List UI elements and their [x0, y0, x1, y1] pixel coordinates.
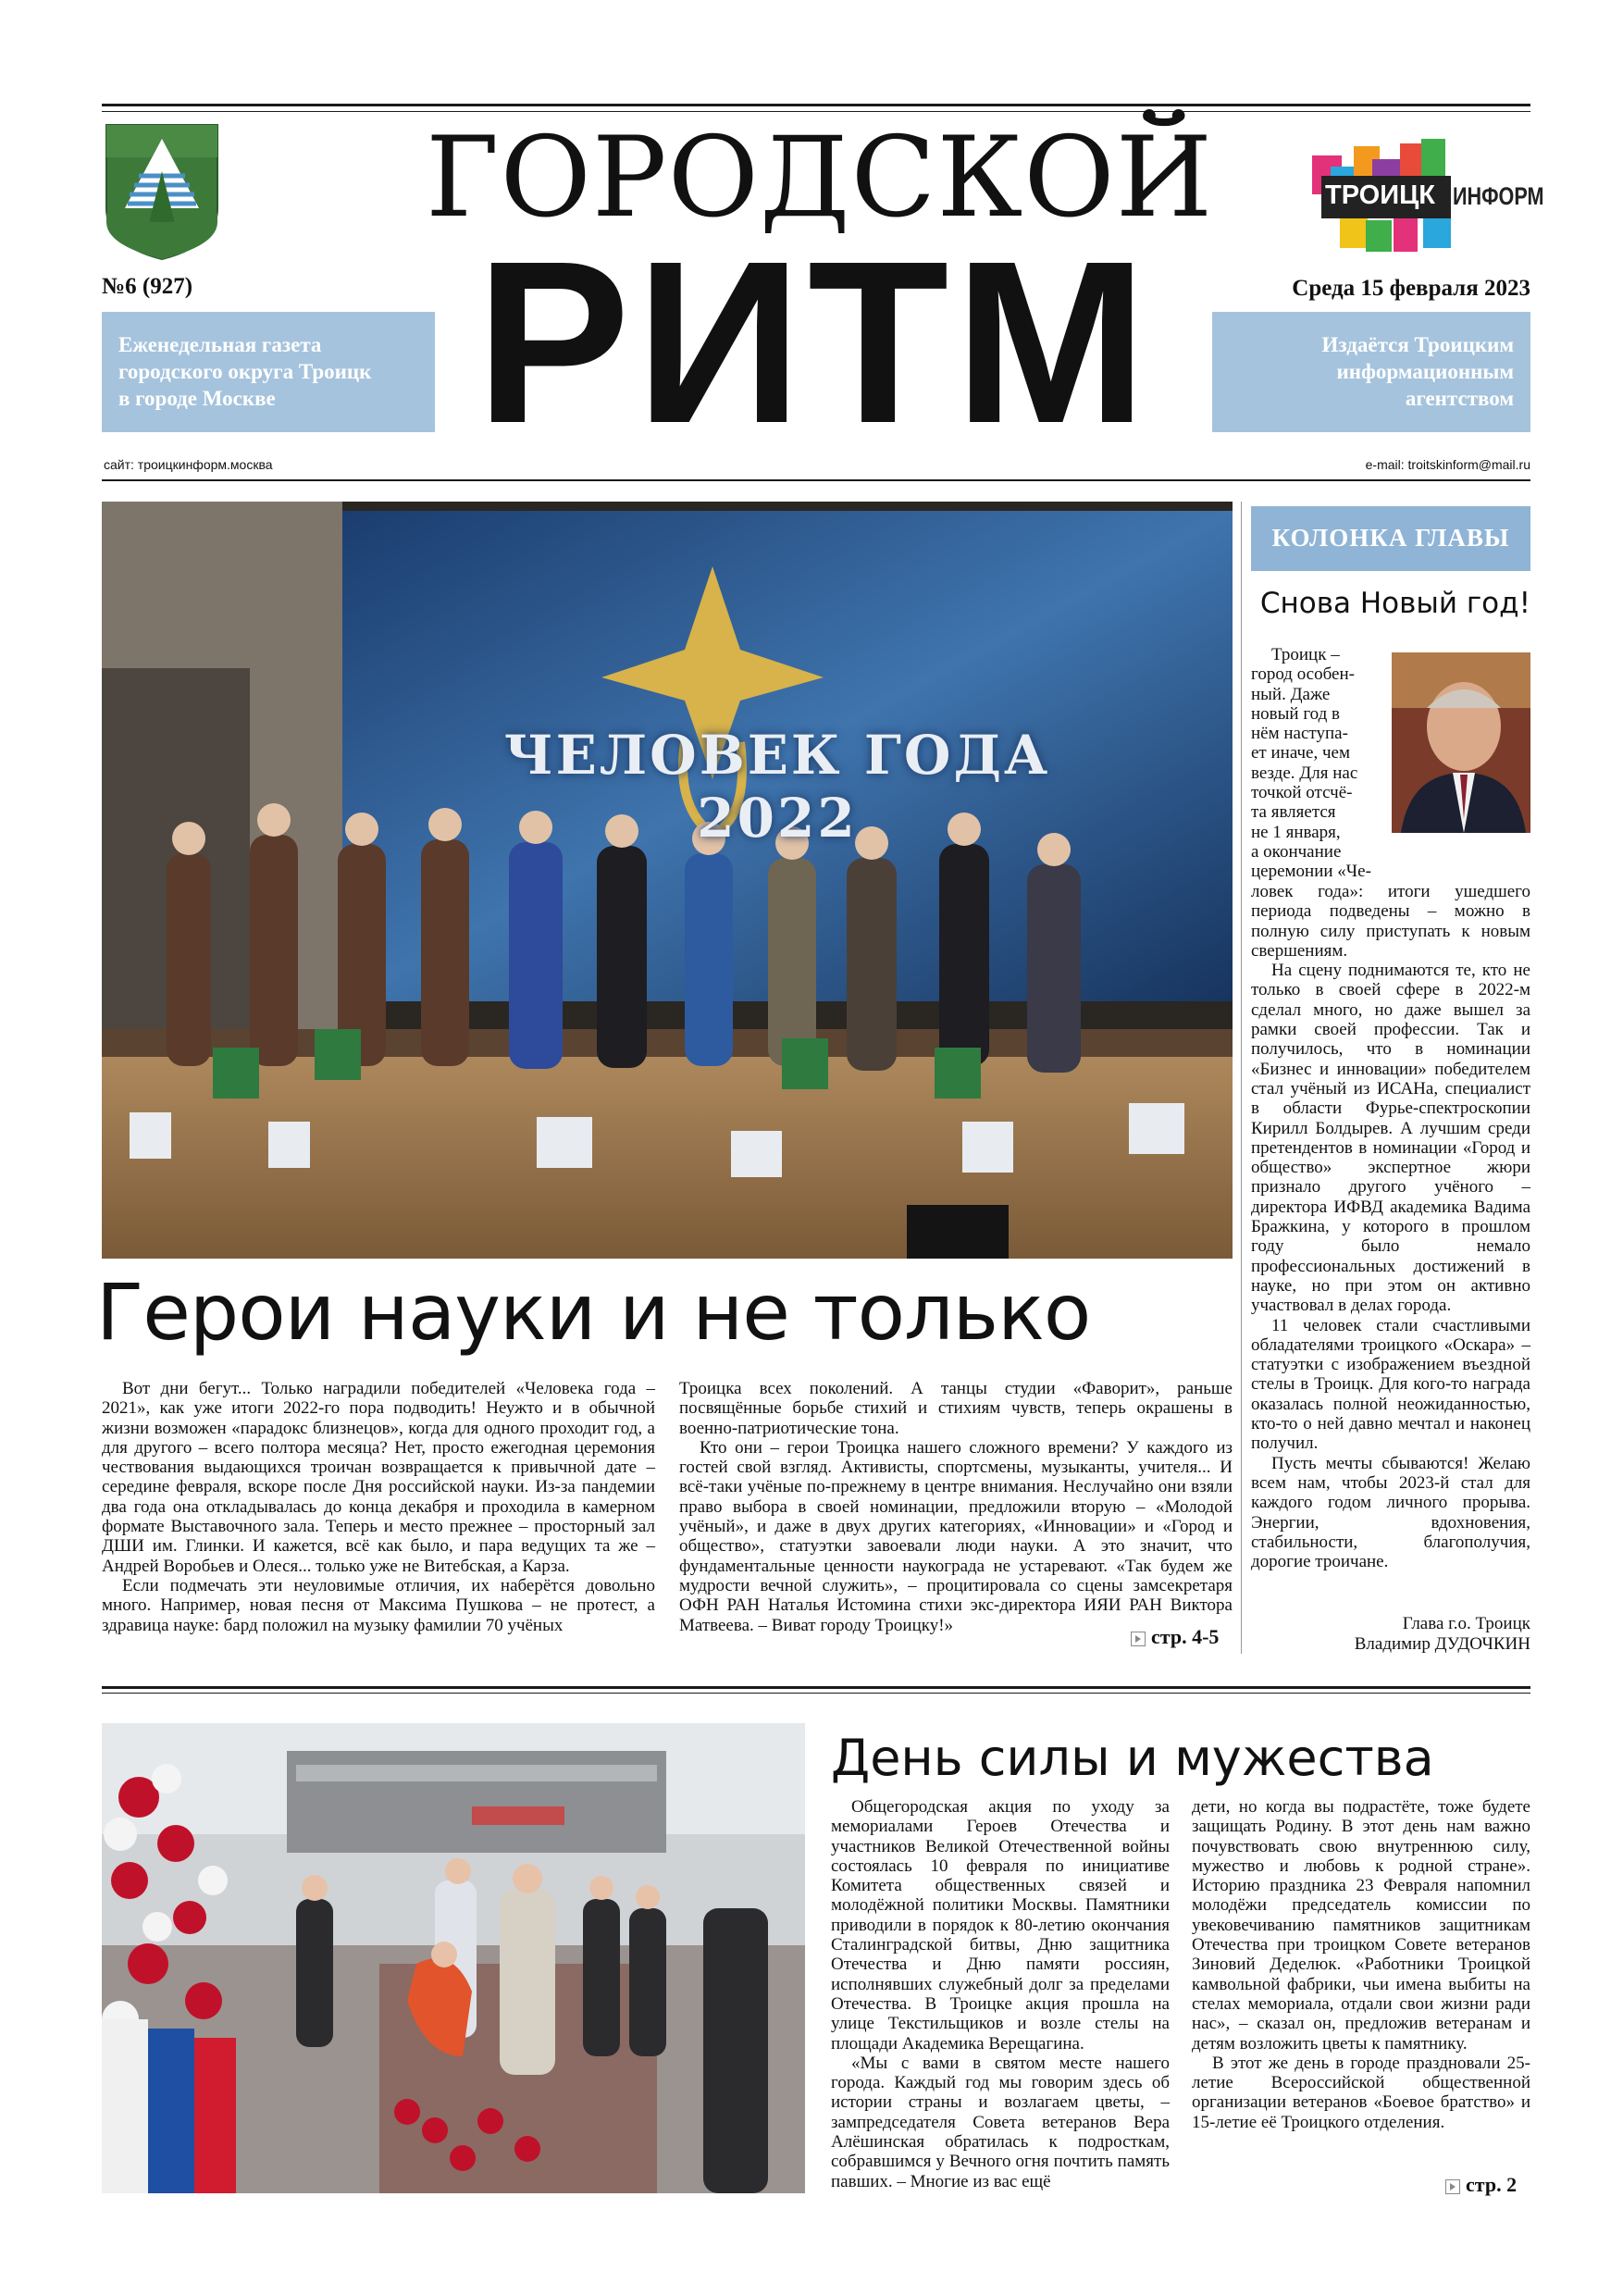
header-bottom-rule — [102, 479, 1530, 481]
main-story-page-ref[interactable]: стр. 4-5 — [1131, 1625, 1219, 1649]
city-coat-of-arms — [102, 120, 222, 264]
column-rubric: КОЛОНКА ГЛАВЫ — [1251, 506, 1530, 571]
second-story-col-1: Общегородская акция по уходу за мемориалами Героев Отечества и участников Великой Отечественной войны состоялась 10 февраля по инициативе Комитета общественных связей и молодёжной политики Москвы. Памятники приводили в порядок к 80-летию окончания Сталинградской битвы, Дню защитника Отечества и Дню памяти россиян, исполнявших служебный долг за пределами Отечества. В Троицке акция прошла на улице Текстильщиков и возле стелы на площади Академика Верещагина. «Мы с вами в святом месте нашего города. Каждый год мы говорим здесь об истории страны и возлагаем цветы, – зампредседателя Совета ветеранов Вера Алёшинская обратилась к подросткам, собравшимся у Вечного огня почтить память павших. – Многие из вас ещё — [831, 1797, 1170, 2191]
main-story-col-2: Троицка всех поколений. А танцы студии «Фаворит», раньше посвящённые борьбе стихий и стихиям чувств, теперь окрашены в военно-патриотические тона. Кто они – герои Троицка нашего сложного времени? У каждого из гостей свой взгляд. Активисты, спортсмены, музыканты, учителя... И всё-таки учёные по-прежнему в центре внимания. Неслучайно они взяли право выбора в своей номинации, предложили вторую – «Молодой учёный», и даже в двух других категориях, «Инновации» и «Город и общество», статуэтки завоевали люди науки. А это значит, что фундаментальные ценности наукограда не устаревают. «Так будем же мудрости вечной служить», – процитировала со сцены замсекретаря ОФН РАН Наталья Истомина стихи экс-директора ИЯИ РАН Виктора Матвеева. – Виват городу Троицку!» — [679, 1379, 1233, 1635]
author-portrait — [1392, 652, 1530, 833]
logo-word-left: ТРОИЦК — [1325, 180, 1435, 210]
tagline-left: Еженедельная газета городского округа Троицк в городе Москве — [118, 333, 372, 410]
section-rule-thin — [102, 1693, 1530, 1694]
section-rule — [102, 1686, 1530, 1689]
second-story-page-ref[interactable]: стр. 2 — [1445, 2173, 1517, 2197]
column-separator — [1241, 502, 1242, 1654]
troitskinform-logo — [1312, 139, 1544, 254]
column-signature: Глава г.о. Троицк Владимир ДУДОЧКИН — [1354, 1614, 1530, 1654]
site-link[interactable]: сайт: троицкинформ.москва — [104, 457, 273, 472]
masthead-title-top: ГОРОДСКОЙ — [426, 114, 1214, 242]
top-rule — [102, 104, 1530, 106]
issue-number: №6 (927) — [102, 274, 193, 299]
email-link[interactable]: e-mail: troitskinform@mail.ru — [1365, 457, 1530, 472]
second-story-photo — [102, 1723, 805, 2193]
issue-date: Среда 15 февраля 2023 — [1292, 276, 1530, 301]
second-headline: День силы и мужества — [831, 1729, 1434, 1787]
top-rule-thin — [102, 111, 1530, 112]
masthead-title-bottom: РИТМ — [476, 213, 1153, 471]
main-story-photo — [102, 502, 1233, 1259]
logo-word-right: ИНФОРМ — [1453, 182, 1544, 210]
stage-screen-text: ЧЕЛОВЕК ГОДА 2022 — [503, 724, 1051, 850]
column-title: Снова Новый год! — [1259, 587, 1530, 620]
column-body: ловек года»: итоги ушедшего периода подведены – можно в полную силу приступать к новым свершениям. На сцену поднимаются те, кто не только в своей сфере в 2022-м сделал много, но даже вышел за рамки своей профессии. Так и получилось, что в номинации «Бизнес и инновации» победителем стал учёный из ИСАНа, специалист в области Фурье-спектроскопии Кирилл Болдырев. А лучшим среди претендентов в номинации «Город и общество» экспертное жюри признало другого учёного – директора ИФВД академика Вадима Бражкина, у которого в прошлом году было немало профессиональных достижений в науке, но при этом он активно участвовал в делах города. 11 человек стали счастливыми обладателями троицкого «Оскара» – статуэтки с изображением въездной стелы в Троицк. Для кого-то награда оказалась полной неожиданностью, кто-то о ней давно мечтал и наконец получил. Пусть мечты сбываются! Желаю всем нам, чтобы 2023-й стал для каждого годом личного прорыва. Энергии, вдохновения, стабильности, благополучия, дорогие троичане. — [1251, 882, 1530, 1572]
main-headline: Герои науки и не только — [96, 1267, 1091, 1358]
second-story-col-2: дети, но когда вы подрастёте, тоже будете защищать Родину. В этот день нам важно почувствовать свою внутреннюю силу, мужество и любовь к родной стране». Историю праздника 23 Февраля напомнил молодёжи председатель комиссии по увековечиванию памятников защитникам Отечества при троицком Совете ветеранов Зиновий Деделюк. «Работники Троицкой камвольной фабрики, чьи имена выбиты на стелах мемориала, отдали свои жизни ради нас», – сказал он, предложив ветеранам и детям возложить цветы к памятнику. В этот же день в городе праздновали 25-летие Всероссийской общественной организации ветеранов «Боевое братство» и 15-летие её Троицкого отделения. — [1192, 1797, 1530, 2132]
main-story-col-1: Вот дни бегут... Только наградили победителей «Человека года – 2021», как уже итоги 2022-го пора подводить! Неужто и в обычной жизни возможен «парадокс близнецов», когда для одного проходит год, а для другого – всего полтора месяца? Нет, просто ежегодная церемония чествования выдающихся троичан возвращается к привычной дате – середине февраля, вскоре после Дня российской науки. Из-за пандемии два года она откладывалась до конца декабря и проходила в камерном формате Выставочного зала. Теперь и место прежнее – просторный зал ДШИ им. Глинки. И кажется, всё как было, и пара ведущих та же – Андрей Воробьев и Олеся... только уже не Витебская, а Карза. Если подмечать эти неуловимые отличия, их наберётся довольно много. Например, новая песня от Максима Пушкова – не протест, а здравица науке: бард положил на музыку фамилии 70 учёных — [102, 1379, 655, 1635]
page-ref-arrow-icon — [1131, 1632, 1146, 1646]
page-ref-arrow-icon — [1445, 2179, 1460, 2194]
tagline-right: Издаётся Троицким информационным агентством — [1321, 333, 1514, 410]
column-lead: Троицк – город особен- ный. Даже новый год в нём наступа- ет иначе, чем везде. Для нас точкой отсчё- та является не 1 января, а окончание церемонии «Че- — [1251, 645, 1371, 882]
